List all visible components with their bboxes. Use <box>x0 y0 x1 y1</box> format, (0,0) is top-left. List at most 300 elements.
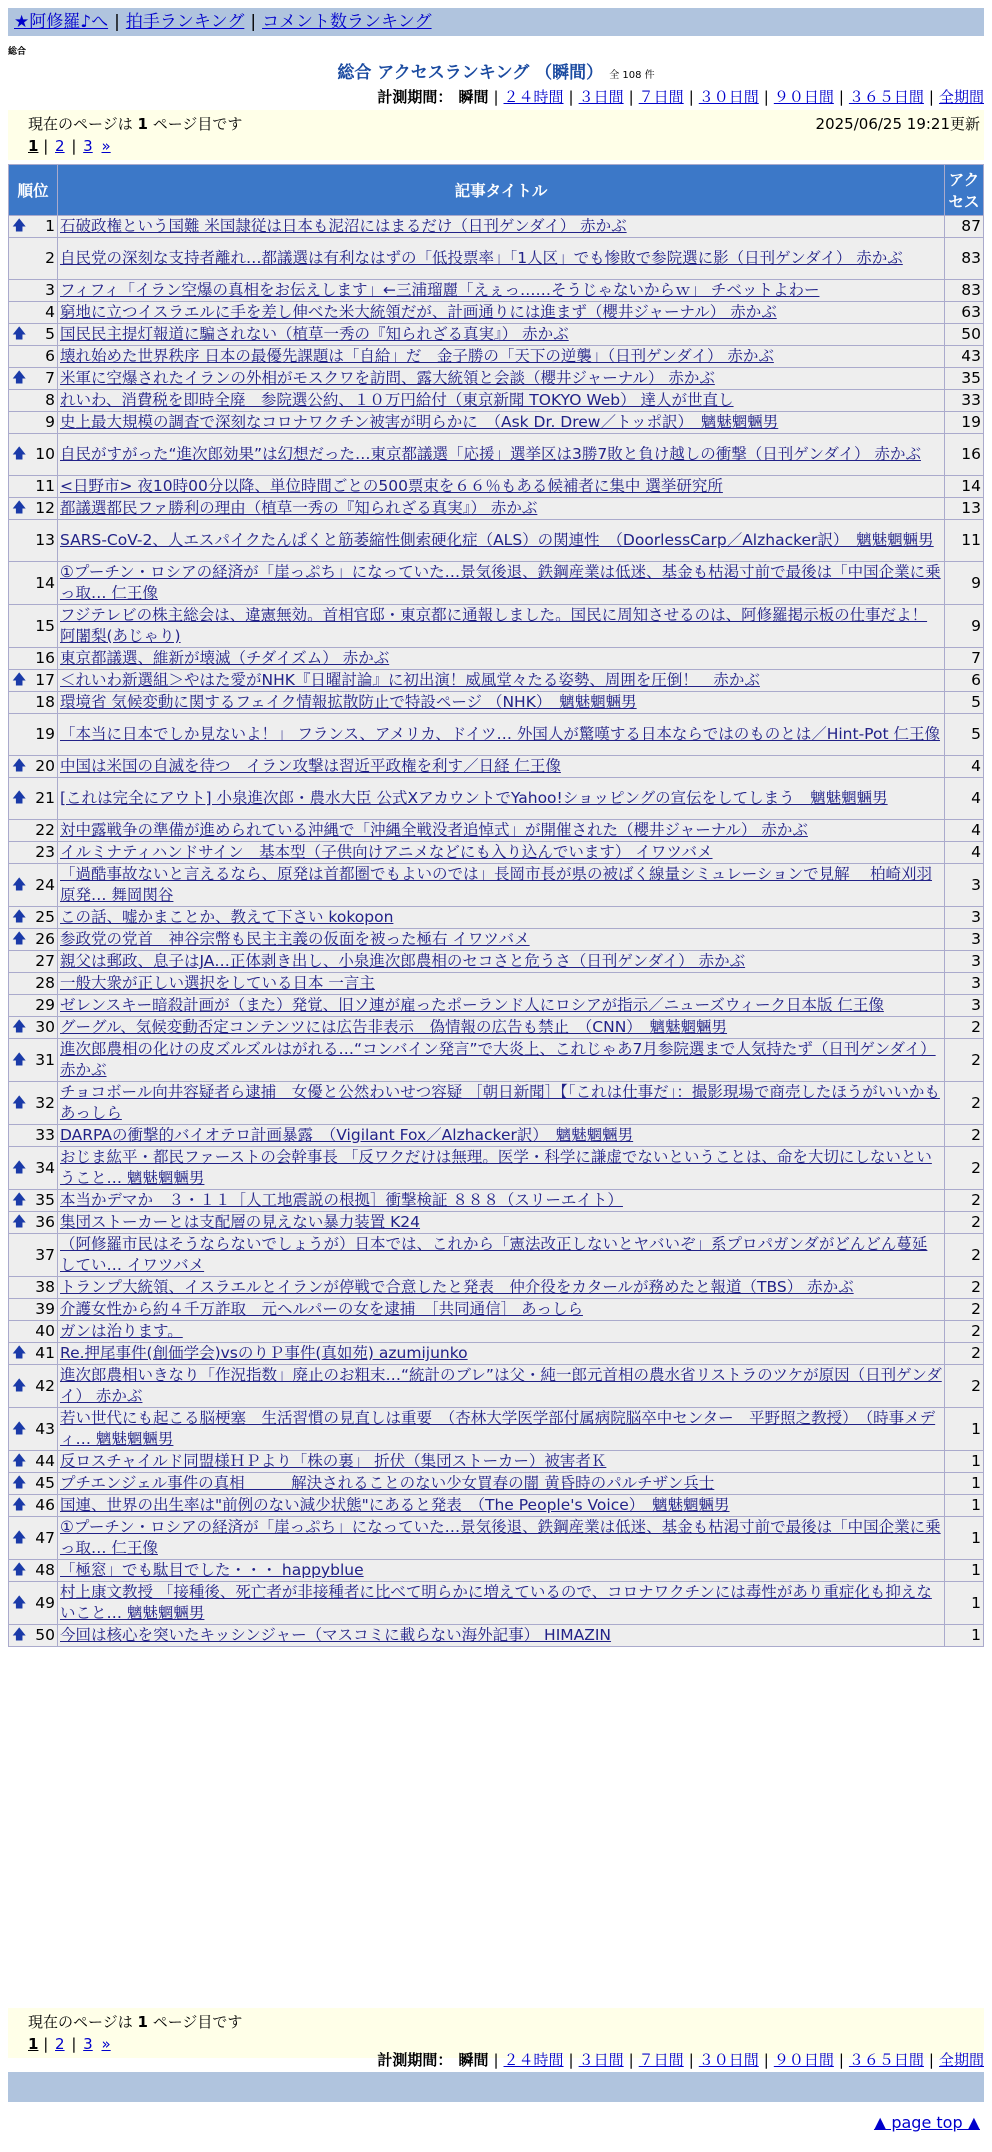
access-count: 2 <box>945 1147 984 1190</box>
rank-cell <box>9 907 58 929</box>
rank-number: 8 <box>45 391 55 409</box>
access-count: 2 <box>945 1234 984 1277</box>
rank-cell <box>9 973 58 995</box>
rank-up-arrow-icon: 🡅 <box>12 909 27 925</box>
article-link[interactable]: イルミナティハンドサイン 基本型（子供向けアニメなどにも入り込んでいます） イワツバメ <box>60 843 713 861</box>
rank-cell <box>9 346 58 368</box>
title-cell <box>58 1321 945 1343</box>
article-link[interactable]: 国連、世界の出生率は"前例のない減少状態"にあると発表 （The People's Voice） 魑魅魍魎男 <box>60 1496 730 1514</box>
page-link[interactable]: 2 <box>55 137 65 155</box>
table-row <box>9 1299 984 1321</box>
table-row <box>9 1343 984 1365</box>
rank-number: 35 <box>35 1191 55 1209</box>
rank-up-arrow-icon: 🡅 <box>12 672 27 688</box>
rank-cell <box>9 412 58 434</box>
rank-cell <box>9 1039 58 1082</box>
title-cell <box>58 302 945 324</box>
rank-number: 23 <box>35 843 55 861</box>
table-row <box>9 605 984 648</box>
rank-number: 30 <box>35 1018 55 1036</box>
pager-links: 1 | 2 | 3 » <box>28 137 111 155</box>
rank-cell <box>9 368 58 390</box>
rank-cell <box>9 1082 58 1125</box>
table-row <box>9 302 984 324</box>
access-count: 2 <box>945 1365 984 1408</box>
rank-number: 1 <box>45 217 55 235</box>
rank-number: 33 <box>35 1126 55 1144</box>
rank-up-arrow-icon: 🡅 <box>12 1420 27 1437</box>
rank-cell <box>9 1147 58 1190</box>
rank-cell <box>9 756 58 778</box>
title-cell <box>58 670 945 692</box>
rank-cell <box>9 1017 58 1039</box>
article-link[interactable]: ①プーチン・ロシアの経済が「崖っぷち」になっていた…景気後退、鉄鋼産業は低迷、基金も枯渇寸前で最後は「中国企業に乗っ取… 仁王像 <box>60 563 941 602</box>
rank-number: 26 <box>35 930 55 948</box>
rank-number: 7 <box>45 369 55 387</box>
rank-cell <box>9 280 58 302</box>
rank-cell <box>9 692 58 714</box>
rank-up-arrow-icon: 🡅 <box>12 1594 27 1611</box>
table-row <box>9 238 984 280</box>
article-link[interactable]: 「本当に日本でしか見ないよ！」 フランス、アメリカ、ドイツ… 外国人が驚嘆する日本ならではのものとは／Hint-Pot 仁王像 <box>60 725 940 743</box>
table-row <box>9 476 984 498</box>
column-header-title: 記事タイトル <box>58 165 945 216</box>
access-count: 9 <box>945 562 984 605</box>
access-count: 4 <box>945 778 984 820</box>
access-count: 2 <box>945 1017 984 1039</box>
rank-number: 3 <box>45 281 55 299</box>
article-link[interactable]: 介護女性から約４千万詐取 元ヘルパーの女を逮捕 ［共同通信］ あっしら <box>60 1300 583 1318</box>
title-cell <box>58 1582 945 1625</box>
title-cell <box>58 368 945 390</box>
article-link[interactable]: 一般大衆が正しい選択をしている日本 一言主 <box>60 974 375 992</box>
access-count: 3 <box>945 929 984 951</box>
rank-cell <box>9 605 58 648</box>
access-count: 2 <box>945 1299 984 1321</box>
article-link[interactable]: 「過酷事故ないと言えるなら、原発は首都圏でもよいのでは」長岡市長が県の被ばく線量シミュレーションで見解 柏崎刈羽原発… 舞岡関谷 <box>60 865 933 904</box>
title-cell <box>58 973 945 995</box>
rank-cell <box>9 1277 58 1299</box>
rank-number: 11 <box>35 477 55 495</box>
rank-number: 46 <box>35 1496 55 1514</box>
total-count: 全 108 件 <box>609 70 655 81</box>
access-count: 2 <box>945 1212 984 1234</box>
rank-cell <box>9 1125 58 1147</box>
access-count: 1 <box>945 1495 984 1517</box>
table-row <box>9 1560 984 1582</box>
access-count: 3 <box>945 973 984 995</box>
rank-number: 22 <box>35 821 55 839</box>
article-link[interactable]: 対中露戦争の準備が進められている沖縄で「沖縄全戦没者追悼式」が開催された（櫻井ジャーナル） 赤かぶ <box>60 821 808 839</box>
page-link[interactable]: 3 <box>83 2035 93 2053</box>
rank-up-arrow-icon: 🡅 <box>12 1159 27 1176</box>
pager-status: 現在のページは 1 ページ目です <box>28 2013 243 2031</box>
access-count: 3 <box>945 995 984 1017</box>
rank-up-arrow-icon: 🡅 <box>12 1562 27 1578</box>
rank-number: 19 <box>35 725 55 743</box>
page-link[interactable]: 3 <box>83 137 93 155</box>
rank-up-arrow-icon: 🡅 <box>12 1475 27 1491</box>
rank-cell <box>9 1343 58 1365</box>
title-cell <box>58 1560 945 1582</box>
table-row <box>9 648 984 670</box>
rank-number: 17 <box>35 671 55 689</box>
rank-number: 16 <box>35 649 55 667</box>
rank-cell <box>9 434 58 476</box>
access-count: 5 <box>945 714 984 756</box>
access-count: 16 <box>945 434 984 476</box>
rank-cell <box>9 390 58 412</box>
article-link[interactable]: ゼレンスキー暗殺計画が（また）発覚、旧ソ連が雇ったポーランド人にロシアが指示／ニューズウィーク日本版 仁王像 <box>60 996 884 1014</box>
table-row <box>9 973 984 995</box>
article-link[interactable]: 国民民主提灯報道に騙されない（植草一秀の『知られざる真実』） 赤かぶ <box>60 325 569 343</box>
category-label: 総合 <box>8 47 27 57</box>
period-link[interactable]: ７日間 <box>638 88 684 106</box>
rank-up-arrow-icon: 🡅 <box>12 326 27 342</box>
article-link[interactable]: 進次郎農相いきなり「作況指数」廃止のお粗末…“統計のブレ”は父・純一郎元首相の農水省リストラのツケが原因（日刊ゲンダイ） 赤かぶ <box>60 1366 942 1405</box>
table-row <box>9 216 984 238</box>
article-link[interactable]: 「極窓」でも駄目でした・・・ happyblue <box>60 1561 364 1579</box>
article-link[interactable]: 集団ストーカーとは支配層の見えない暴力装置 K24 <box>60 1213 421 1231</box>
article-link[interactable]: 米軍に空爆されたイランの外相がモスクワを訪問、露大統領と会談（櫻井ジャーナル） 赤かぶ <box>60 369 715 387</box>
rank-number: 45 <box>35 1474 55 1492</box>
period-link[interactable]: ３日間 <box>578 88 624 106</box>
access-count: 2 <box>945 1321 984 1343</box>
rank-up-arrow-icon: 🡅 <box>12 931 27 947</box>
article-link[interactable]: 窮地に立つイスラエルに手を差し伸べた米大統領だが、計画通りには進まず（櫻井ジャーナル） 赤かぶ <box>60 303 777 321</box>
period-link[interactable]: ３０日間 <box>698 2051 759 2069</box>
access-count: 2 <box>945 1190 984 1212</box>
period-link[interactable]: ３６５日間 <box>848 2051 924 2069</box>
rank-cell <box>9 995 58 1017</box>
rank-cell <box>9 520 58 562</box>
rank-number: 39 <box>35 1300 55 1318</box>
rank-cell <box>9 648 58 670</box>
title-cell <box>58 1190 945 1212</box>
title-cell <box>58 216 945 238</box>
rank-cell <box>9 476 58 498</box>
rank-number: 43 <box>35 1419 55 1438</box>
article-link[interactable]: ＜れいわ新選組＞やはた愛がNHK『日曜討論』に初出演！威風堂々たる姿勢、周囲を圧倒！ 赤かぶ <box>60 671 760 689</box>
rank-cell <box>9 498 58 520</box>
article-link[interactable]: 壊れ始めた世界秩序 日本の最優先課題は「自給」だ 金子勝の「天下の逆襲」（日刊ゲンダイ） 赤かぶ <box>60 347 774 365</box>
title-cell <box>58 520 945 562</box>
table-row <box>9 1517 984 1560</box>
article-link[interactable]: プチエンジェル事件の真相 解決されることのない少女買春の闇 黄昏時のパルチザン兵士 <box>60 1474 715 1492</box>
title-cell <box>58 1017 945 1039</box>
table-row <box>9 907 984 929</box>
rank-number: 47 <box>35 1528 55 1547</box>
access-count: 2 <box>945 1039 984 1082</box>
rank-cell <box>9 670 58 692</box>
title-cell <box>58 605 945 648</box>
access-count: 87 <box>945 216 984 238</box>
rank-up-arrow-icon: 🡅 <box>12 500 27 516</box>
rank-number: 38 <box>35 1278 55 1296</box>
rank-number: 27 <box>35 952 55 970</box>
period-link[interactable]: ２４時間 <box>503 2051 564 2069</box>
rank-cell <box>9 324 58 346</box>
rank-cell <box>9 929 58 951</box>
period-current: 瞬間 <box>458 2051 489 2069</box>
rank-cell <box>9 1190 58 1212</box>
rank-up-arrow-icon: 🡅 <box>12 370 27 386</box>
title-cell <box>58 842 945 864</box>
access-count: 3 <box>945 951 984 973</box>
title-cell <box>58 692 945 714</box>
page-title-text: 総合 アクセスランキング （瞬間） <box>337 63 604 83</box>
access-count: 5 <box>945 692 984 714</box>
pager-top <box>8 110 984 160</box>
table-row <box>9 1625 984 1647</box>
rank-up-arrow-icon: 🡅 <box>12 790 27 806</box>
period-selector: 計測期間： 瞬間 | ２４時間 | ３日間 | ７日間 | ３０日間 | ９０日間 | ３６５日間 | 全期間 <box>377 88 984 106</box>
title-cell <box>58 1473 945 1495</box>
period-label: 計測期間： <box>377 2051 453 2069</box>
rank-cell <box>9 562 58 605</box>
column-header-access: アクセス <box>945 165 984 216</box>
article-link[interactable]: チョコボール向井容疑者ら逮捕 女優と公然わいせつ容疑 ［朝日新聞］【「これは仕事だ」：撮影現場で商売したほうがいいかも あっしら <box>60 1083 940 1122</box>
article-link[interactable]: 若い世代にも起こる脳梗塞 生活習慣の見直しは重要 （杏林大学医学部付属病院脳卒中センター 平野照之教授） （時事メディ… 魑魅魍魎男 <box>60 1409 936 1448</box>
access-count: 1 <box>945 1582 984 1625</box>
bottom-bar <box>8 2072 984 2102</box>
article-link[interactable]: 東京都議選、維新が壊滅（チダイズム） 赤かぶ <box>60 649 390 667</box>
article-link[interactable]: DARPAの衝撃的バイオテロ計画暴露 （Vigilant Fox／Alzhacker訳） 魑魅魍魎男 <box>60 1126 634 1144</box>
article-link[interactable]: Re.押尾事件(創価学会)vsのりＰ事件(真如苑) azumijunko <box>60 1344 468 1362</box>
rank-up-arrow-icon: 🡅 <box>12 1453 27 1469</box>
title-cell <box>58 1082 945 1125</box>
article-link[interactable]: 石破政権という国難 米国隷従は日本も泥沼にはまるだけ（日刊ゲンダイ） 赤かぶ <box>60 217 627 235</box>
table-row <box>9 1125 984 1147</box>
access-count: 1 <box>945 1451 984 1473</box>
rank-number: 29 <box>35 996 55 1014</box>
article-link[interactable]: SARS-CoV-2、人エスパイクたんぱくと筋萎縮性側索硬化症（ALS）の関連性 （DoorlessCarp／Alzhacker訳） 魑魅魍魎男 <box>60 531 934 549</box>
rank-number: 10 <box>35 445 55 463</box>
period-link[interactable]: 全期間 <box>938 88 984 106</box>
rank-number: 6 <box>45 347 55 365</box>
table-row <box>9 346 984 368</box>
table-row <box>9 1212 984 1234</box>
article-link[interactable]: フジテレビの株主総会は、違憲無効。首相官邸・東京都に通報しました。国民に周知させるのは、阿修羅掲示板の仕事だよ！ 阿闍梨(あじゃり) <box>60 606 928 645</box>
rank-up-arrow-icon: 🡅 <box>12 876 27 893</box>
title-cell <box>58 820 945 842</box>
rank-up-arrow-icon: 🡅 <box>12 1019 27 1035</box>
rank-up-arrow-icon: 🡅 <box>12 758 27 774</box>
title-cell <box>58 1039 945 1082</box>
rank-up-arrow-icon: 🡅 <box>12 446 27 462</box>
access-count: 1 <box>945 1517 984 1560</box>
article-link[interactable]: おじま紘平・都民ファーストの会幹事長 「反ワクだけは無理。医学・科学に謙虚でないということは、命を大切にしないということ… 魑魅魍魎男 <box>60 1148 932 1187</box>
article-link[interactable]: 本当かデマか ３・１１［人工地震説の根拠］衝撃検証 ８８８（スリーエイト） <box>60 1191 623 1209</box>
article-link[interactable]: [これは完全にアウト] 小泉進次郎・農水大臣 公式XアカウントでYahoo!ショッピングの宣伝をしてしまう 魑魅魍魎男 <box>60 789 888 807</box>
article-link[interactable]: 自民がすがった“進次郎効果”は幻想だった…東京都議選「応援」選挙区は3勝7敗と負け越しの衝撃（日刊ゲンダイ） 赤かぶ <box>60 445 921 463</box>
rank-number: 13 <box>35 531 55 549</box>
rank-up-arrow-icon: 🡅 <box>12 1214 27 1230</box>
table-row <box>9 714 984 756</box>
column-header-rank: 順位 <box>9 165 58 216</box>
title-cell <box>58 1451 945 1473</box>
article-link[interactable]: グーグル、気候変動否定コンテンツには広告非表示 偽情報の広告も禁止 （CNN） 魑魅魍魎男 <box>60 1018 728 1036</box>
table-row <box>9 1365 984 1408</box>
rank-number: 5 <box>45 325 55 343</box>
table-row <box>9 1321 984 1343</box>
table-row <box>9 842 984 864</box>
rank-cell <box>9 216 58 238</box>
article-link[interactable]: フィフィ「イラン空爆の真相をお伝えします」←三浦瑠麗「えぇっ……そうじゃないからｗ」 チベットよわー <box>60 281 820 299</box>
title-cell <box>58 1147 945 1190</box>
rank-number: 48 <box>35 1561 55 1579</box>
access-count: 33 <box>945 390 984 412</box>
rank-up-arrow-icon: 🡅 <box>12 1345 27 1361</box>
article-link[interactable]: 反ロスチャイルド同盟様ＨＰより「株の裏」 折伏（集団ストーカー）被害者Ｋ <box>60 1452 607 1470</box>
access-count: 4 <box>945 820 984 842</box>
access-count: 2 <box>945 1082 984 1125</box>
rank-up-arrow-icon: 🡅 <box>12 1529 27 1546</box>
rank-cell <box>9 951 58 973</box>
period-label: 計測期間： <box>377 88 453 106</box>
article-link[interactable]: 中国は米国の自滅を待つ イラン攻撃は習近平政権を利す／日経 仁王像 <box>60 757 561 775</box>
title-cell <box>58 412 945 434</box>
table-row <box>9 1495 984 1517</box>
rank-number: 28 <box>35 974 55 992</box>
article-link[interactable]: <日野市> 夜10時00分以降、単位時間ごとの500票束を６６％もある候補者に集中 選挙研究所 <box>60 477 723 495</box>
page-top-link[interactable]: ▲ page top ▲ <box>873 2113 980 2132</box>
access-count: 4 <box>945 756 984 778</box>
period-link[interactable]: ３日間 <box>578 2051 624 2069</box>
next-page-link[interactable]: » <box>101 137 111 155</box>
title-cell <box>58 1495 945 1517</box>
table-row <box>9 670 984 692</box>
title-cell <box>58 1299 945 1321</box>
table-row <box>9 1234 984 1277</box>
access-count: 2 <box>945 1343 984 1365</box>
access-count: 3 <box>945 907 984 929</box>
table-row <box>9 1147 984 1190</box>
title-cell <box>58 1625 945 1647</box>
title-cell <box>58 562 945 605</box>
article-link[interactable]: 参政党の党首 神谷宗幣も民主主義の仮面を被った極右 イワツバメ <box>60 930 530 948</box>
rank-number: 36 <box>35 1213 55 1231</box>
period-link[interactable]: ９０日間 <box>773 2051 834 2069</box>
title-cell <box>58 434 945 476</box>
access-count: 2 <box>945 1277 984 1299</box>
rank-cell <box>9 1582 58 1625</box>
rank-cell <box>9 820 58 842</box>
article-link[interactable]: トランプ大統領、イスラエルとイランが停戦で合意したと発表 仲介役をカタールが務めたと報道（TBS） 赤かぶ <box>60 1278 854 1296</box>
period-link[interactable]: ３６５日間 <box>848 88 924 106</box>
period-selector-bottom: 計測期間： 瞬間 | ２４時間 | ３日間 | ７日間 | ３０日間 | ９０日間 | ３６５日間 | 全期間 <box>377 2051 984 2069</box>
table-row <box>9 692 984 714</box>
access-count: 83 <box>945 280 984 302</box>
access-count: 83 <box>945 238 984 280</box>
rank-number: 18 <box>35 693 55 711</box>
rank-cell <box>9 778 58 820</box>
article-link[interactable]: 親父は郵政、息子はJA…正体剥き出し、小泉進次郎農相のセコさと危うさ（日刊ゲンダイ） 赤かぶ <box>60 952 746 970</box>
title-cell <box>58 864 945 907</box>
rank-number: 50 <box>35 1626 55 1644</box>
article-link[interactable]: 今回は核心を突いたキッシンジャー（マスコミに載らない海外記事） HIMAZIN <box>60 1626 612 1644</box>
article-link[interactable]: 進次郎農相の化けの皮ズルズルはがれる…“コンバイン発言”で大炎上、これじゃあ7月参院選まで人気持たず（日刊ゲンダイ） 赤かぶ <box>60 1040 936 1079</box>
table-row <box>9 324 984 346</box>
period-link[interactable]: ７日間 <box>638 2051 684 2069</box>
table-row <box>9 434 984 476</box>
table-row <box>9 498 984 520</box>
title-cell <box>58 1343 945 1365</box>
page-title <box>0 58 992 83</box>
rank-number: 25 <box>35 908 55 926</box>
rank-cell <box>9 1560 58 1582</box>
article-link[interactable]: れいわ、消費税を即時全廃 参院選公約、１０万円給付（東京新聞 TOKYO Web） 達人が世直し <box>60 391 734 409</box>
article-link[interactable]: 村上康文教授 「接種後、死亡者が非接種者に比べて明らかに増えているので、コロナワクチンには毒性があり重症化も抑えないこと… 魑魅魍魎男 <box>60 1583 932 1622</box>
article-link[interactable]: （阿修羅市民はそうならないでしょうが）日本では、これから「憲法改正しないとヤバいぞ」系プロパガンダがどんどん蔓延してい… イワツバメ <box>60 1235 928 1274</box>
table-row <box>9 1039 984 1082</box>
rank-number: 37 <box>35 1245 55 1264</box>
rank-cell <box>9 1212 58 1234</box>
rank-up-arrow-icon: 🡅 <box>12 1627 27 1643</box>
access-count: 11 <box>945 520 984 562</box>
rank-number: 20 <box>35 757 55 775</box>
hakushu-ranking-link[interactable]: 拍手ランキング <box>125 12 245 32</box>
table-row <box>9 864 984 907</box>
rank-number: 2 <box>45 249 55 267</box>
article-link[interactable]: 都議選都民ファ勝利の理由（植草一秀の『知られざる真実』） 赤かぶ <box>60 499 538 517</box>
rank-cell <box>9 864 58 907</box>
title-cell <box>58 1277 945 1299</box>
rank-up-arrow-icon: 🡅 <box>12 1377 27 1394</box>
top-nav-bar <box>8 8 984 36</box>
rank-cell <box>9 842 58 864</box>
table-row <box>9 562 984 605</box>
rank-number: 24 <box>35 875 55 894</box>
title-cell <box>58 995 945 1017</box>
next-page-link[interactable]: » <box>101 2035 111 2053</box>
home-link[interactable]: ★阿修羅♪へ <box>14 12 109 32</box>
article-link[interactable]: 史上最大規模の調査で深刻なコロナワクチン被害が明らかに （Ask Dr. Drew／トッポ訳） 魑魅魍魎男 <box>60 413 779 431</box>
period-link[interactable]: ２４時間 <box>503 88 564 106</box>
rank-number: 14 <box>35 573 55 592</box>
rank-cell <box>9 1451 58 1473</box>
article-link[interactable]: ガンは治ります。 <box>60 1322 183 1340</box>
comment-ranking-link[interactable]: コメント数ランキング <box>262 12 432 32</box>
title-cell <box>58 390 945 412</box>
rank-number: 42 <box>35 1376 55 1395</box>
article-link[interactable]: ①プーチン・ロシアの経済が「崖っぷち」になっていた…景気後退、鉄鋼産業は低迷、基金も枯渇寸前で最後は「中国企業に乗っ取… 仁王像 <box>60 1518 941 1557</box>
period-link[interactable]: ９０日間 <box>773 88 834 106</box>
rank-number: 40 <box>35 1322 55 1340</box>
period-link[interactable]: 全期間 <box>938 2051 984 2069</box>
period-link[interactable]: ３０日間 <box>698 88 759 106</box>
table-row <box>9 1277 984 1299</box>
page-link[interactable]: 2 <box>55 2035 65 2053</box>
access-count: 2 <box>945 1125 984 1147</box>
updated-timestamp: 2025/06/25 19:21更新 <box>815 115 980 133</box>
table-row <box>9 820 984 842</box>
article-link[interactable]: 環境省 気候変動に関するフェイク情報拡散防止で特設ページ （NHK） 魑魅魍魎男 <box>60 693 637 711</box>
title-cell <box>58 280 945 302</box>
rank-cell <box>9 1321 58 1343</box>
article-link[interactable]: 自民党の深刻な支持者離れ…都議選は有利なはずの「低投票率」「1人区」でも惨敗で参院選に影（日刊ゲンダイ） 赤かぶ <box>60 249 903 267</box>
table-row <box>9 929 984 951</box>
article-link[interactable]: この話、嘘かまことか、教えて下さい kokopon <box>60 908 394 926</box>
period-current: 瞬間 <box>458 88 489 106</box>
access-count: 7 <box>945 648 984 670</box>
table-row <box>9 1451 984 1473</box>
title-cell <box>58 1125 945 1147</box>
title-cell <box>58 1234 945 1277</box>
table-row <box>9 1082 984 1125</box>
title-cell <box>58 346 945 368</box>
ranking-table <box>8 164 984 1647</box>
